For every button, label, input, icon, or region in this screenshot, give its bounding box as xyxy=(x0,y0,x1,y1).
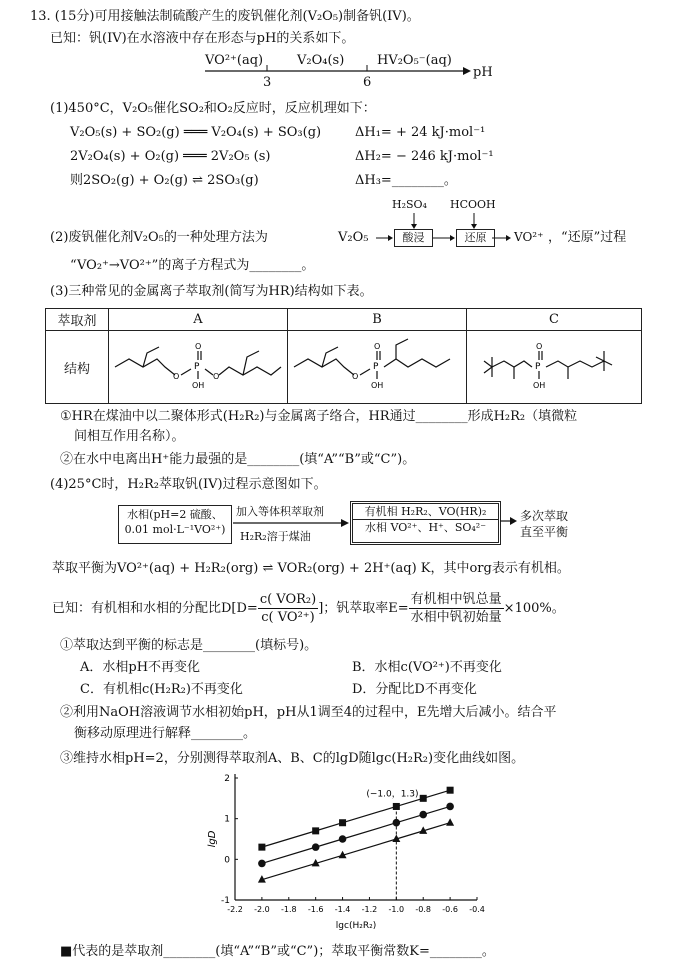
part4-q2-a: ②利用NaOH溶液调节水相初始pH，pH从1调至4的过程中，E先增大后减小。结合平 xyxy=(60,705,557,720)
svg-text:P: P xyxy=(535,362,541,372)
ph-axis-line xyxy=(205,50,475,94)
arrow-multi xyxy=(500,516,520,526)
part1-intro: (1)450°C，V₂O₅催化SO₂和O₂反应时，反应机理如下： xyxy=(50,101,376,116)
enthalpy-1: ΔH₁= + 24 kJ·mol⁻¹ xyxy=(355,125,486,140)
ph-tick-3: 3 xyxy=(263,75,272,90)
marker-circle xyxy=(419,811,427,819)
arrow-label-bottom: H₂R₂溶于煤油 xyxy=(240,530,311,543)
part3-q2: ②在水中电离出H⁺能力最强的是________(填“A”“B”或“C”)。 xyxy=(60,452,416,467)
y-axis-label: lgD xyxy=(207,830,218,848)
ph-axis-label: pH xyxy=(473,65,493,80)
y-tick-label: 0 xyxy=(224,855,230,866)
y-tick-label: 2 xyxy=(224,774,230,784)
svg-text:O: O xyxy=(195,342,202,351)
species-v2o4: V₂O₄(s) xyxy=(297,53,345,68)
svg-text:O: O xyxy=(536,342,543,351)
organic-phase-label: 有机相 H₂R₂、VO(HR)₂ xyxy=(353,504,498,520)
svg-text:OH: OH xyxy=(533,381,546,390)
part3-intro: (3)三种常见的金属离子萃取剂(简写为HR)结构如下表。 xyxy=(50,284,373,299)
part4-q1: ①萃取达到平衡的标志是________(填标号)。 xyxy=(60,638,318,653)
marker-circle xyxy=(258,860,266,868)
part3-q1-a: ①HR在煤油中以二聚体形式(H₂R₂)与金属离子络合，HR通过________形成H₂R₂（填微粒 xyxy=(60,409,578,424)
marker-square xyxy=(339,819,346,826)
structure-b xyxy=(288,331,467,404)
option-c: C．有机相c(H₂R₂)不再变化 xyxy=(80,682,243,697)
x-tick-label: -2.0 xyxy=(254,905,270,914)
box-aqueous-phase: 水相(pH=2 硫酸、 0.01 mol·L⁻¹VO²⁺) xyxy=(118,505,232,544)
marker-square xyxy=(258,844,265,851)
annotation-label: (−1.0，1.3) xyxy=(366,789,419,800)
structure-a xyxy=(109,331,288,404)
part2-post: ，“还原”过程 xyxy=(548,230,627,245)
x-tick-label: -2.2 xyxy=(227,905,243,914)
svg-text:OH: OH xyxy=(192,381,205,390)
reagent-h2so4: H₂SO₄ xyxy=(392,198,427,211)
enthalpy-3: ΔH₃=________。 xyxy=(355,173,457,188)
known-text-1: 已知：钒(IV)在水溶液中存在形态与pH的关系如下。 xyxy=(50,31,355,46)
marker-circle xyxy=(446,803,454,811)
x-tick-label: -1.0 xyxy=(388,905,405,914)
x-tick-label: -0.6 xyxy=(442,905,458,914)
process-box-reduce: 还原 xyxy=(456,229,495,247)
y-tick-label: -1 xyxy=(221,896,230,906)
structure-c xyxy=(467,331,642,404)
table-header-extractant: 萃取剂 xyxy=(46,309,109,331)
molecule-c-icon xyxy=(476,331,632,399)
y-tick-label: 1 xyxy=(224,814,230,825)
equilibrium-text: 萃取平衡为VO²⁺(aq) + H₂R₂(org) ⇌ VOR₂(org) + 2H⁺(aq) K，其中org表示有机相。 xyxy=(52,561,570,576)
marker-square xyxy=(447,787,454,794)
option-b: B．水相c(VO²⁺)不再变化 xyxy=(352,660,502,675)
part2-pre: (2)废钒催化剂V₂O₅的一种处理方法为 xyxy=(50,230,268,245)
part4-q2-b: 衡移动原理进行解释________。 xyxy=(74,726,257,741)
x-tick-label: -1.6 xyxy=(307,905,324,914)
process-box-acid-leach: 酸浸 xyxy=(394,229,433,247)
svg-text:OH: OH xyxy=(371,381,384,390)
svg-text:O: O xyxy=(374,342,381,351)
arrow-label-top: 加入等体积萃取剂 xyxy=(236,505,324,518)
part3-q1-b: 间相互作用名称）。 xyxy=(74,429,185,444)
marker-circle xyxy=(339,835,347,843)
ph-species-axis xyxy=(205,50,505,94)
table-header-b: B xyxy=(288,309,467,331)
enthalpy-2: ΔH₂= − 246 kJ·mol⁻¹ xyxy=(355,149,494,164)
marker-square xyxy=(393,803,400,810)
table-header-a: A xyxy=(109,309,288,331)
table-header-c: C xyxy=(467,309,642,331)
part4-q3: ③维持水相pH=2，分别测得萃取剂A、B、C的lgD随lgc(H₂R₂)变化曲线如图。 xyxy=(60,751,525,766)
marker-circle xyxy=(312,843,320,851)
x-tick-label: -1.2 xyxy=(361,905,378,914)
aqueous-phase-label: 水相 VO²⁺、H⁺、SO₄²⁻ xyxy=(364,521,487,534)
x-tick-label: -0.4 xyxy=(469,905,485,914)
lgd-chart xyxy=(205,770,485,945)
reagent-hcooh: HCOOH xyxy=(450,198,496,211)
svg-text:O: O xyxy=(213,372,220,381)
marker-circle xyxy=(393,819,401,827)
svg-text:P: P xyxy=(194,362,200,372)
molecule-b-icon xyxy=(288,331,466,399)
x-tick-label: -0.8 xyxy=(415,905,432,914)
marker-triangle xyxy=(446,818,454,826)
table-row-structure-label: 结构 xyxy=(46,331,109,404)
box-two-phases xyxy=(350,501,501,545)
question-title: 13. (15分)可用接触法制硫酸产生的废钒催化剂(V₂O₅)制备钒(IV)。 xyxy=(30,9,420,24)
multi-extract-2: 直至平衡 xyxy=(520,525,569,539)
molecule-a-icon xyxy=(109,331,287,399)
fraction-e: $\frac{\text{有机相中钒总量}}{\text{水相中钒初始量}}$ xyxy=(410,592,502,625)
part4-intro: (4)25°C时，H₂R₂萃取钒(IV)过程示意图如下。 xyxy=(50,477,327,492)
ph-tick-6: 6 xyxy=(363,75,372,90)
arrow-add-extractant xyxy=(233,518,353,528)
fraction-d: $\frac{\text{c( VOR₂)}}{\text{c( VO²⁺)}}$ xyxy=(259,592,317,625)
x-axis-label: lgc(H₂R₂) xyxy=(335,921,377,931)
v2o5-label: V₂O₅ xyxy=(338,230,369,245)
part2-line2: “VO₂⁺→VO²⁺”的离子方程式为________。 xyxy=(70,258,315,273)
reaction-3: 则2SO₂(g) + O₂(g) ⇌ 2SO₃(g) xyxy=(70,173,259,188)
svg-text:O: O xyxy=(352,372,359,381)
svg-text:P: P xyxy=(373,362,379,372)
species-vo2: VO²⁺(aq) xyxy=(205,53,264,68)
marker-square xyxy=(420,795,427,802)
svg-text:O: O xyxy=(173,372,180,381)
reaction-2: 2V₂O₄(s) + O₂(g) ═══ 2V₂O₅ (s) xyxy=(70,149,271,164)
final-question: ■代表的是萃取剂________(填“A”“B”或“C”)；萃取平衡常数K=________。 xyxy=(60,944,495,959)
extractant-table xyxy=(45,308,642,404)
x-tick-label: -1.8 xyxy=(280,905,297,914)
species-hv2o5: HV₂O₅⁻(aq) xyxy=(377,53,452,68)
option-d: D．分配比D不再变化 xyxy=(352,682,477,697)
marker-square xyxy=(312,827,319,834)
option-a: A．水相pH不再变化 xyxy=(80,660,201,675)
multi-extract-1: 多次萃取 xyxy=(520,509,569,523)
x-tick-label: -1.4 xyxy=(334,905,351,914)
reaction-1: V₂O₅(s) + SO₂(g) ═══ V₂O₄(s) + SO₃(g) xyxy=(70,125,322,140)
product-vo2: VO²⁺ xyxy=(514,230,544,244)
known-text-2: 已知：有机相和水相的分配比D[D= $\frac{\text{c( VOR₂)}}{\text{c( VO²⁺)}}$ ]；钒萃取率E= $\frac{\text{有机相中钒总量}}{\text{水相中钒初始量}}$ ×100%。 xyxy=(52,592,565,625)
